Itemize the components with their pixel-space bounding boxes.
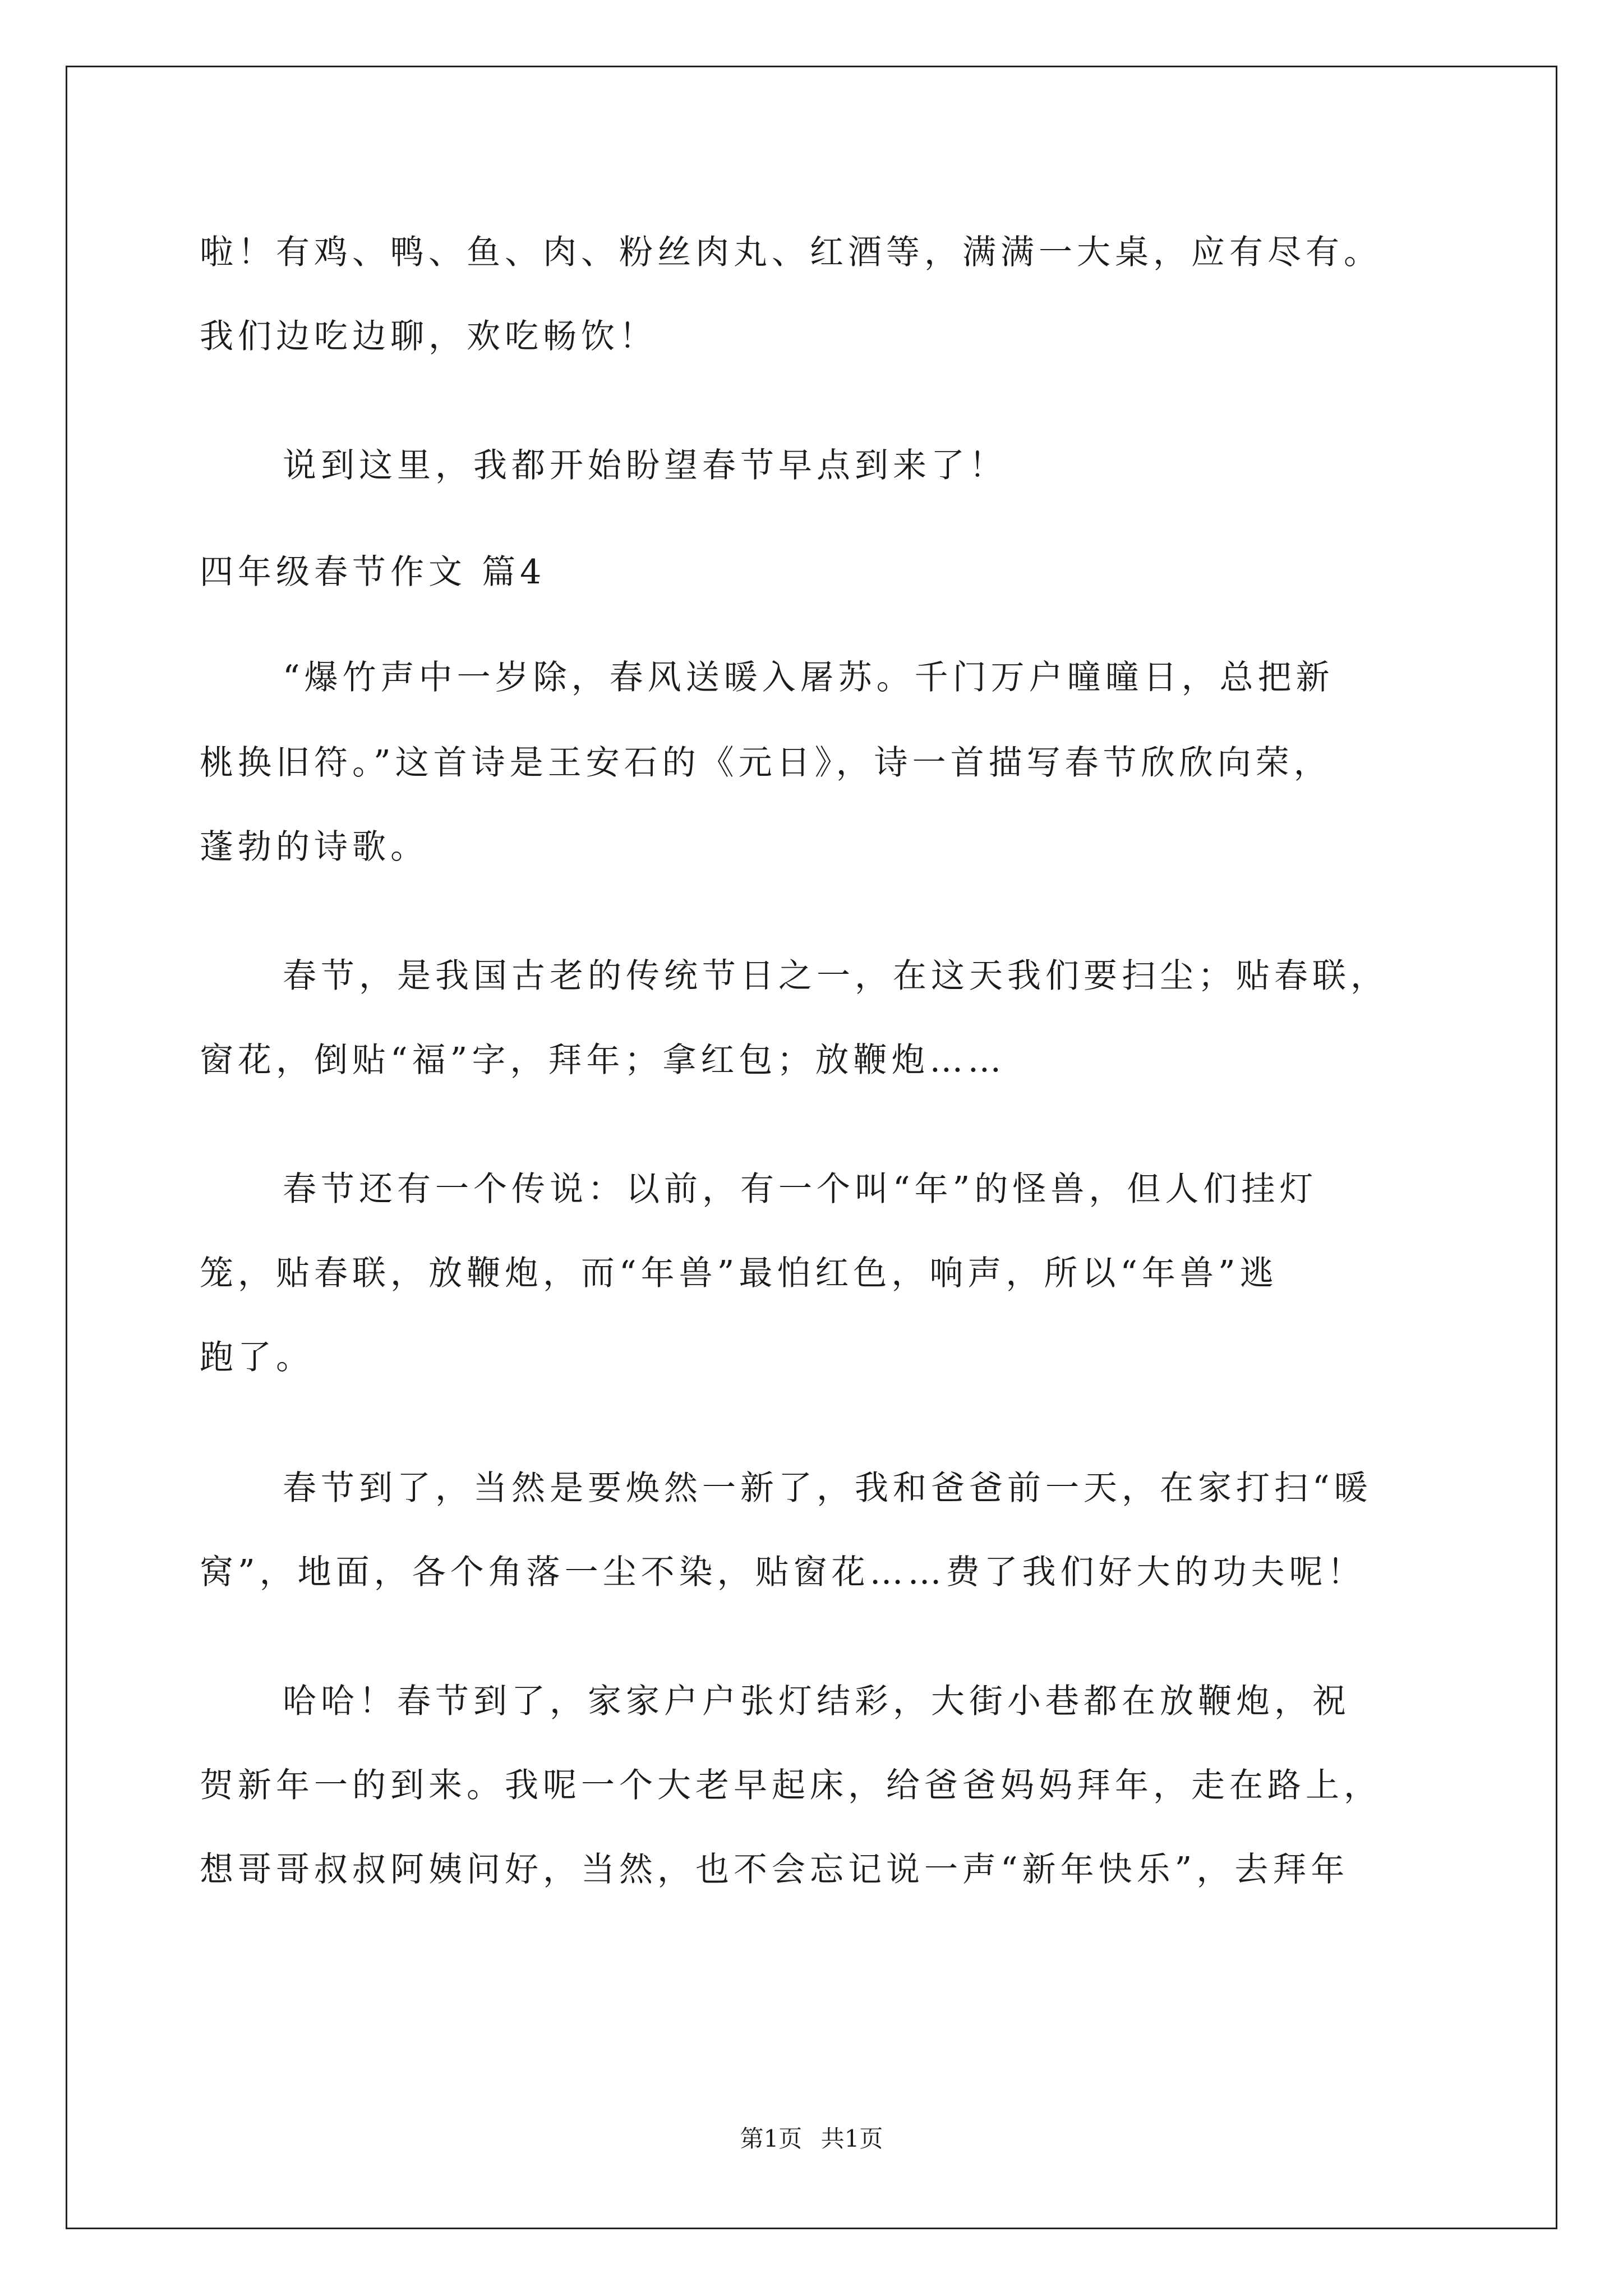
text-line: 窝”，地面，各个角落一尘不染，贴窗花……费了我们好大的功夫呢！ xyxy=(200,1553,1366,1592)
text-line: 春节到了，当然是要焕然一新了，我和爸爸前一天，在家打扫“暖 xyxy=(283,1469,1372,1508)
text-line: 啦！有鸡、鸭、鱼、肉、粉丝肉丸、红酒等，满满一大桌，应有尽有。 xyxy=(200,233,1382,272)
section-heading: 四年级春节作文 篇4 xyxy=(200,553,546,592)
text-line: 蓬勃的诗歌。 xyxy=(200,827,428,867)
page-footer xyxy=(0,2123,1623,2155)
text-line: 哈哈！春节到了，家家户户张灯结彩，大街小巷都在放鞭炮，祝 xyxy=(283,1682,1350,1721)
text-line: 笼，贴春联，放鞭炮，而“年兽”最怕红色，响声，所以“年兽”逃 xyxy=(200,1254,1278,1293)
text-line: 我们边吃边聊，欢吃畅饮！ xyxy=(200,317,657,356)
text-line: 桃换旧符。”这首诗是王安石的《元日》，诗一首描写春节欣欣向荣， xyxy=(200,743,1332,783)
text-line: 说到这里，我都开始盼望春节早点到来了！ xyxy=(283,446,1007,485)
text-line: 贺新年一的到来。我呢一个大老早起床，给爸爸妈妈拜年，走在路上， xyxy=(200,1766,1382,1805)
text-line: “爆竹声中一岁除，春风送暖入屠苏。千门万户曈曈日，总把新 xyxy=(283,658,1334,697)
text-line: 窗花，倒贴“福”字，拜年；拿红包；放鞭炮…… xyxy=(200,1041,1006,1080)
text-line: 春节，是我国古老的传统节日之一，在这天我们要扫尘；贴春联， xyxy=(283,956,1389,996)
page-border xyxy=(66,66,1557,2229)
text-line: 想哥哥叔叔阿姨问好，当然，也不会忘记说一声“新年快乐”，去拜年 xyxy=(200,1850,1349,1889)
text-line: 跑了。 xyxy=(200,1338,314,1377)
page-total: 共1页 xyxy=(820,2125,883,2152)
text-line: 春节还有一个传说：以前，有一个叫“年”的怪兽，但人们挂灯 xyxy=(283,1170,1318,1209)
page-number: 第1页 xyxy=(740,2125,803,2152)
